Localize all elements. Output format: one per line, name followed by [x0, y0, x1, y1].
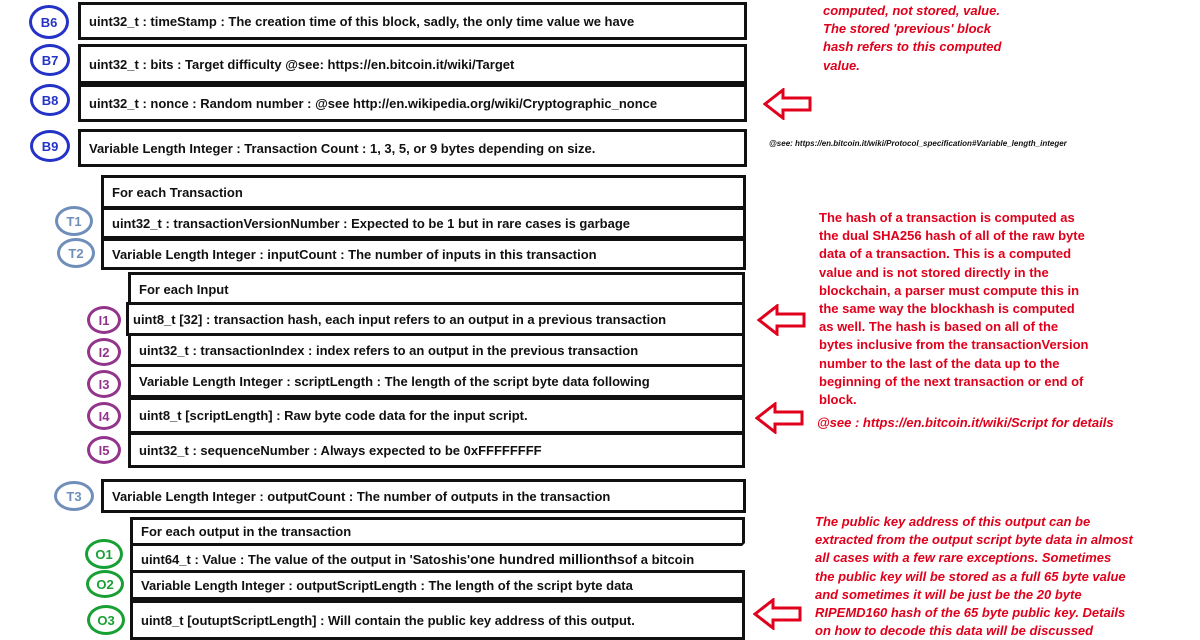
badge-b9: B9: [30, 130, 70, 162]
transaction-header: [101, 175, 746, 209]
note-line: The public key address of this output can be: [815, 514, 1091, 529]
note-line: RIPEMD160 hash of the 65 byte public key. Details: [815, 605, 1126, 621]
field-text: uint32_t : timeStamp : The creation time of this block, sadly, the only time value we have: [89, 13, 635, 29]
arrow-left-icon: [763, 88, 813, 120]
badge-o1: O1: [85, 539, 123, 569]
note-line: the same way the blockhash is computed: [819, 301, 1075, 317]
note-line: computed, not stored, value.: [823, 3, 1000, 18]
note-line: The stored 'previous' block: [823, 21, 991, 37]
output-header: [130, 517, 745, 546]
field-transaction-count: [78, 129, 747, 167]
input-header: [128, 272, 745, 306]
varint-see-link: @see: https://en.bitcoin.it/wiki/Protocol_specification#Variable_length_integer: [769, 139, 1067, 148]
note-line: bytes inclusive from the transactionVersion: [819, 337, 1089, 353]
field-text: Variable Length Integer : inputCount : The number of inputs in this transaction: [112, 246, 597, 262]
field-bits: [78, 44, 747, 84]
field-input-count: [101, 238, 746, 270]
badge-t1: T1: [55, 206, 93, 236]
field-text: uint8_t [scriptLength] : Raw byte code data for the input script.: [139, 408, 528, 423]
badge-i2: I2: [87, 338, 121, 366]
note-block-hash: [823, 2, 1001, 75]
note-line: extracted from the output script byte data in almost: [815, 532, 1133, 548]
badge-i3: I3: [87, 370, 121, 398]
note-script-see: @see : https://en.bitcoin.it/wiki/Script for details: [817, 415, 1114, 430]
badge-o3: O3: [87, 605, 125, 635]
badge-o2: O2: [86, 570, 124, 598]
badge-t2: T2: [57, 238, 95, 268]
badge-b7: B7: [30, 44, 70, 76]
note-line: the public key will be stored as a full 65 byte value: [815, 568, 1126, 584]
field-output-count: [101, 479, 746, 513]
field-output-script-length: [130, 570, 745, 600]
note-transaction-hash: [819, 209, 1088, 409]
field-text: uint32_t : sequenceNumber : Always expected to be 0xFFFFFFFF: [139, 442, 542, 458]
field-text-suffix-end: of a bitcoin: [624, 551, 695, 567]
field-transaction-hash: [126, 302, 745, 336]
note-line: value.: [823, 57, 860, 73]
note-public-key: [815, 513, 1133, 640]
note-line: as well. The hash is based on all of the: [819, 319, 1059, 335]
badge-b6: B6: [29, 5, 69, 39]
note-line: on how to decode this data will be discussed: [815, 623, 1094, 639]
badge-t3: T3: [54, 481, 94, 511]
badge-i5: I5: [87, 436, 121, 464]
field-text: uint8_t [32] : transaction hash, each input refers to an output in a previous transaction: [133, 311, 667, 327]
note-line: number to the last of the data up to the: [819, 355, 1060, 371]
note-line: data of a transaction. This is a computed: [819, 246, 1072, 262]
field-text: Variable Length Integer : outputCount : The number of outputs in the transaction: [112, 488, 611, 504]
header-text: For each Transaction: [112, 184, 243, 200]
note-line: value and is not stored directly in the: [819, 264, 1049, 280]
field-transaction-index: [128, 333, 745, 367]
header-text: For each output in the transaction: [141, 524, 352, 539]
field-text: Variable Length Integer : scriptLength : The length of the script byte data following: [139, 373, 650, 389]
badge-i4: I4: [87, 402, 121, 430]
header-text: For each Input: [139, 281, 229, 297]
field-text: Variable Length Integer : outputScriptLength : The length of the script byte data: [141, 577, 633, 593]
arrow-left-icon: [753, 598, 803, 630]
note-line: blockchain, a parser must compute this in: [819, 282, 1080, 298]
note-line: The hash of a transaction is computed as: [819, 210, 1075, 225]
arrow-left-icon: [755, 402, 805, 434]
field-text-suffix: one hundred millionths: [470, 551, 625, 567]
field-text: uint64_t : Value : The value of the output in 'Satoshis': [141, 551, 471, 567]
note-line: beginning of the next transaction or end of: [819, 373, 1084, 389]
field-text: Variable Length Integer : Transaction Count : 1, 3, 5, or 9 bytes depending on size.: [89, 140, 596, 156]
field-nonce: [78, 84, 747, 122]
field-script-length: [128, 364, 745, 398]
field-timestamp: [78, 2, 747, 40]
note-line: hash refers to this computed: [823, 39, 1002, 55]
note-line: all cases with a few rare exceptions. Sometimes: [815, 550, 1112, 566]
field-text: uint32_t : bits : Target difficulty @see: https://en.bitcoin.it/wiki/Target: [89, 56, 515, 72]
note-line: and sometimes it will be just be the 20 byte: [815, 586, 1082, 602]
note-line: the dual SHA256 hash of all of the raw byte: [819, 228, 1085, 244]
field-output-script: [130, 600, 745, 640]
badge-b8: B8: [30, 84, 70, 116]
field-input-script: [128, 397, 745, 434]
note-line: block.: [819, 392, 857, 408]
field-transaction-version: [101, 207, 746, 239]
field-text: uint8_t [outuptScriptLength] : Will contain the public key address of this output.: [141, 612, 635, 628]
field-text: uint32_t : nonce : Random number : @see http://en.wikipedia.org/wiki/Cryptographic_nonce: [89, 95, 658, 111]
field-sequence-number: [128, 432, 745, 468]
badge-i1: I1: [87, 306, 121, 334]
field-text: uint32_t : transactionIndex : index refers to an output in the previous transaction: [139, 342, 639, 358]
arrow-left-icon: [757, 304, 807, 336]
field-text: uint32_t : transactionVersionNumber : Expected to be 1 but in rare cases is garbage: [112, 215, 630, 231]
